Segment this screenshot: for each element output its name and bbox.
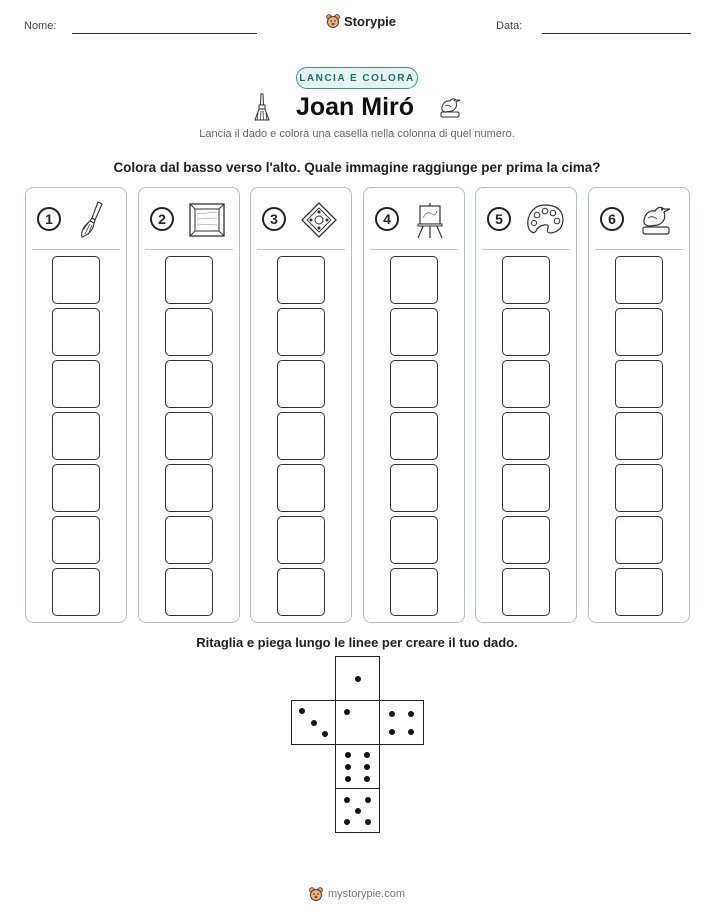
die-pip bbox=[322, 731, 328, 737]
bear-icon bbox=[325, 13, 341, 29]
die-pip bbox=[355, 676, 361, 682]
column-4 bbox=[363, 187, 465, 623]
page-title: Joan Miró bbox=[295, 92, 415, 121]
color-cell[interactable] bbox=[165, 516, 213, 564]
die-pip bbox=[364, 752, 370, 758]
palette-icon bbox=[524, 200, 566, 240]
column-2 bbox=[138, 187, 240, 623]
color-cell[interactable] bbox=[52, 516, 100, 564]
color-cell[interactable] bbox=[502, 256, 550, 304]
footer-link[interactable]: mystorypie.com bbox=[328, 888, 406, 900]
color-cell[interactable] bbox=[615, 412, 663, 460]
color-cell[interactable] bbox=[615, 308, 663, 356]
color-cell[interactable] bbox=[165, 568, 213, 616]
die-pip bbox=[344, 797, 350, 803]
date-label: Data: bbox=[496, 20, 523, 32]
die-face-4 bbox=[379, 700, 424, 745]
color-cell[interactable] bbox=[502, 308, 550, 356]
die-face-6 bbox=[335, 744, 380, 789]
color-cell[interactable] bbox=[52, 464, 100, 512]
color-cell[interactable] bbox=[277, 464, 325, 512]
die-pip bbox=[364, 764, 370, 770]
die-pip bbox=[365, 797, 371, 803]
color-cell[interactable] bbox=[390, 308, 438, 356]
die-pip bbox=[299, 708, 305, 714]
column-number: 2 bbox=[150, 207, 174, 231]
die-pip bbox=[408, 711, 414, 717]
color-cell[interactable] bbox=[165, 308, 213, 356]
die-face-3 bbox=[291, 700, 336, 745]
color-cell[interactable] bbox=[52, 256, 100, 304]
paintbrush-icon bbox=[250, 92, 274, 122]
die-face-5 bbox=[335, 788, 380, 833]
instruction: Colora dal basso verso l'alto. Quale immagine raggiunge per prima la cima? bbox=[113, 160, 601, 175]
name-label: Nome: bbox=[24, 20, 57, 32]
column-6 bbox=[588, 187, 690, 623]
activity-badge: LANCIA E COLORA bbox=[296, 67, 418, 89]
bird-sculpture-icon bbox=[637, 200, 677, 240]
paintbrush-icon bbox=[74, 200, 110, 240]
name-line[interactable] bbox=[72, 33, 257, 34]
column-separator bbox=[145, 249, 233, 250]
color-cell[interactable] bbox=[615, 360, 663, 408]
color-cell[interactable] bbox=[502, 360, 550, 408]
brand-logo bbox=[325, 13, 396, 29]
column-number: 4 bbox=[375, 207, 399, 231]
easel-icon bbox=[412, 200, 448, 240]
color-cell[interactable] bbox=[52, 360, 100, 408]
color-cell[interactable] bbox=[615, 568, 663, 616]
tile-icon bbox=[299, 200, 339, 240]
die-pip bbox=[311, 720, 317, 726]
color-cell[interactable] bbox=[277, 256, 325, 304]
color-cell[interactable] bbox=[165, 412, 213, 460]
die-pip bbox=[365, 819, 371, 825]
die-face-1 bbox=[335, 656, 380, 701]
color-cell[interactable] bbox=[277, 568, 325, 616]
color-cell[interactable] bbox=[277, 412, 325, 460]
die-pip bbox=[344, 709, 350, 715]
column-number: 6 bbox=[600, 207, 624, 231]
column-5 bbox=[475, 187, 577, 623]
column-separator bbox=[595, 249, 683, 250]
subtitle: Lancia il dado e colora una casella nella colonna di quel numero. bbox=[199, 128, 515, 140]
color-cell[interactable] bbox=[502, 464, 550, 512]
die-pip bbox=[389, 711, 395, 717]
color-cell[interactable] bbox=[390, 256, 438, 304]
color-cell[interactable] bbox=[502, 412, 550, 460]
title-row bbox=[0, 92, 714, 122]
die-pip bbox=[345, 752, 351, 758]
color-cell[interactable] bbox=[52, 568, 100, 616]
column-separator bbox=[370, 249, 458, 250]
color-cell[interactable] bbox=[615, 516, 663, 564]
column-number: 3 bbox=[262, 207, 286, 231]
die-pip bbox=[355, 808, 361, 814]
color-cell[interactable] bbox=[52, 308, 100, 356]
color-cell[interactable] bbox=[502, 516, 550, 564]
canvas-frame-icon bbox=[187, 200, 227, 240]
die-pip bbox=[408, 729, 414, 735]
date-line[interactable] bbox=[542, 33, 691, 34]
color-cell[interactable] bbox=[277, 308, 325, 356]
die-pip bbox=[344, 819, 350, 825]
bird-sculpture-icon bbox=[436, 93, 464, 121]
column-separator bbox=[257, 249, 345, 250]
bear-icon bbox=[308, 886, 324, 902]
die-pip bbox=[364, 776, 370, 782]
brand-name: Storypie bbox=[344, 13, 397, 29]
footer bbox=[308, 886, 405, 902]
color-cell[interactable] bbox=[52, 412, 100, 460]
color-cell[interactable] bbox=[615, 256, 663, 304]
color-cell[interactable] bbox=[277, 360, 325, 408]
die-face-1 bbox=[335, 700, 380, 745]
color-cell[interactable] bbox=[615, 464, 663, 512]
color-cell[interactable] bbox=[390, 568, 438, 616]
color-cell[interactable] bbox=[390, 412, 438, 460]
color-cell[interactable] bbox=[165, 256, 213, 304]
color-cell[interactable] bbox=[165, 360, 213, 408]
color-cell[interactable] bbox=[390, 464, 438, 512]
column-1 bbox=[25, 187, 127, 623]
column-separator bbox=[32, 249, 120, 250]
color-cell[interactable] bbox=[165, 464, 213, 512]
column-3 bbox=[250, 187, 352, 623]
column-number: 5 bbox=[487, 207, 511, 231]
die-pip bbox=[389, 729, 395, 735]
color-cell[interactable] bbox=[390, 360, 438, 408]
cut-instruction: Ritaglia e piega lungo le linee per creare il tuo dado. bbox=[196, 635, 518, 650]
die-pip bbox=[345, 764, 351, 770]
color-cell[interactable] bbox=[390, 516, 438, 564]
column-separator bbox=[482, 249, 570, 250]
die-pip bbox=[345, 776, 351, 782]
color-cell[interactable] bbox=[277, 516, 325, 564]
color-cell[interactable] bbox=[502, 568, 550, 616]
column-number: 1 bbox=[37, 207, 61, 231]
